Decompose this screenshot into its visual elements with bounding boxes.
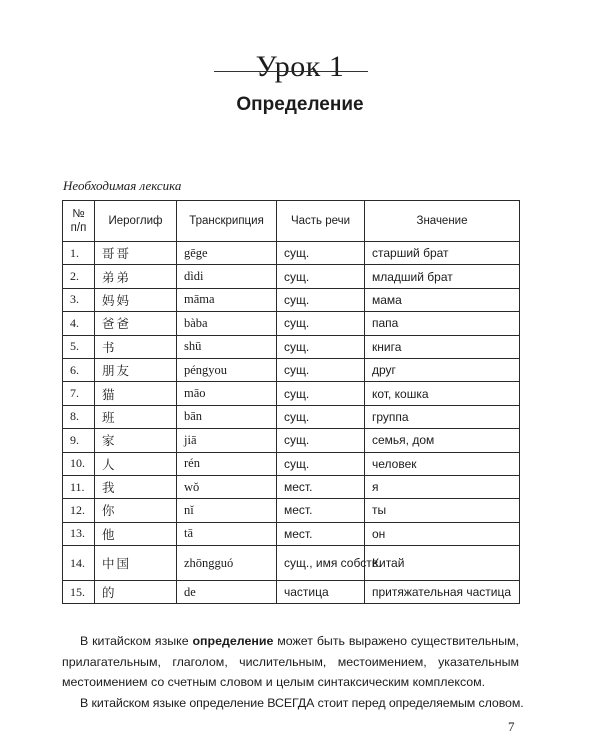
row-part-of-speech: сущ.: [277, 335, 365, 358]
row-pinyin: de: [177, 581, 277, 604]
row-hanzi: 书: [95, 335, 177, 358]
row-hanzi: 人: [95, 452, 177, 475]
header-number: [63, 201, 95, 242]
vocabulary-table: [62, 200, 520, 604]
table-row: [63, 312, 520, 335]
row-pinyin: dìdi: [177, 265, 277, 288]
row-hanzi: 班: [95, 405, 177, 428]
definition-paragraph: [62, 631, 519, 693]
page-number: 7: [508, 719, 515, 734]
table-row: [63, 452, 520, 475]
row-pinyin: nǐ: [177, 499, 277, 522]
row-pinyin: bàba: [177, 312, 277, 335]
row-part-of-speech: сущ.: [277, 358, 365, 381]
header-number-sub: п/п: [70, 222, 87, 234]
table-row: [63, 242, 520, 265]
row-number: 11.: [63, 475, 95, 498]
row-hanzi: 妈妈: [95, 288, 177, 311]
row-part-of-speech: мест.: [277, 522, 365, 545]
row-meaning: человек: [365, 452, 520, 475]
row-part-of-speech: сущ.: [277, 312, 365, 335]
term-definition: определение: [192, 634, 274, 648]
row-hanzi: 哥哥: [95, 242, 177, 265]
row-number: 10.: [63, 452, 95, 475]
table-row: [63, 546, 520, 581]
table-row: [63, 581, 520, 604]
table-row: [63, 522, 520, 545]
row-meaning: младший брат: [365, 265, 520, 288]
row-part-of-speech: сущ.: [277, 242, 365, 265]
row-meaning: старший брат: [365, 242, 520, 265]
row-meaning: Китай: [365, 546, 520, 581]
row-part-of-speech: сущ.: [277, 405, 365, 428]
row-pinyin: gēge: [177, 242, 277, 265]
row-meaning: семья, дом: [365, 429, 520, 452]
row-number: 1.: [63, 242, 95, 265]
row-meaning: он: [365, 522, 520, 545]
row-pinyin: māo: [177, 382, 277, 405]
row-number: 7.: [63, 382, 95, 405]
row-number: 13.: [63, 522, 95, 545]
row-pinyin: māma: [177, 288, 277, 311]
paragraph-text-end: может быть выражено существительным, прилагательным, глаголом, числительным, местоимением, указательным местоимением со счетным словом и целым синтаксическим комплексом.: [62, 634, 519, 689]
header-pinyin: Транскрипция: [177, 201, 277, 242]
rule-paragraph: [62, 693, 524, 714]
row-pinyin: zhōngguó: [177, 546, 277, 581]
row-part-of-speech: сущ., имя собств.: [277, 546, 365, 581]
header-number-symbol: №: [72, 208, 85, 220]
row-pinyin: wǒ: [177, 475, 277, 498]
row-hanzi: 爸爸: [95, 312, 177, 335]
row-meaning: кот, кошка: [365, 382, 520, 405]
row-number: 6.: [63, 358, 95, 381]
table-row: [63, 335, 520, 358]
row-number: 12.: [63, 499, 95, 522]
row-part-of-speech: сущ.: [277, 265, 365, 288]
row-meaning: папа: [365, 312, 520, 335]
table-row: [63, 429, 520, 452]
row-meaning: притяжательная частица: [365, 581, 520, 604]
table-row: [63, 405, 520, 428]
row-pinyin: rén: [177, 452, 277, 475]
row-part-of-speech: мест.: [277, 499, 365, 522]
row-number: 5.: [63, 335, 95, 358]
row-number: 4.: [63, 312, 95, 335]
row-hanzi: 家: [95, 429, 177, 452]
row-number: 3.: [63, 288, 95, 311]
vocabulary-caption: Необходимая лексика: [63, 178, 182, 193]
row-part-of-speech: сущ.: [277, 288, 365, 311]
row-number: 14.: [63, 546, 95, 581]
table-row: [63, 382, 520, 405]
row-number: 2.: [63, 265, 95, 288]
row-pinyin: shū: [177, 335, 277, 358]
paragraph-text-start: В китайском языке: [80, 634, 193, 648]
row-hanzi: 我: [95, 475, 177, 498]
row-part-of-speech: сущ.: [277, 429, 365, 452]
row-hanzi: 他: [95, 522, 177, 545]
row-hanzi: 你: [95, 499, 177, 522]
row-pinyin: tā: [177, 522, 277, 545]
row-number: 15.: [63, 581, 95, 604]
section-title: Определение: [236, 93, 364, 115]
row-meaning: книга: [365, 335, 520, 358]
table-row: [63, 265, 520, 288]
row-hanzi: 中国: [95, 546, 177, 581]
row-pinyin: jiā: [177, 429, 277, 452]
row-meaning: друг: [365, 358, 520, 381]
title-underline: [214, 71, 368, 72]
row-meaning: мама: [365, 288, 520, 311]
row-hanzi: 猫: [95, 382, 177, 405]
row-part-of-speech: мест.: [277, 475, 365, 498]
table-header-row: [63, 201, 520, 242]
rule-text: В китайском языке определение ВСЕГДА стоит перед определяемым словом.: [80, 696, 524, 710]
row-pinyin: péngyou: [177, 358, 277, 381]
row-number: 8.: [63, 405, 95, 428]
row-pinyin: bān: [177, 405, 277, 428]
row-meaning: ты: [365, 499, 520, 522]
row-part-of-speech: сущ.: [277, 382, 365, 405]
table-row: [63, 288, 520, 311]
lesson-title: Урок 1: [255, 50, 345, 84]
row-hanzi: 朋友: [95, 358, 177, 381]
header-meaning: Значение: [365, 201, 520, 242]
header-part-of-speech: Часть речи: [277, 201, 365, 242]
table-row: [63, 358, 520, 381]
row-hanzi: 的: [95, 581, 177, 604]
table-row: [63, 499, 520, 522]
row-part-of-speech: сущ.: [277, 452, 365, 475]
row-part-of-speech: частица: [277, 581, 365, 604]
row-number: 9.: [63, 429, 95, 452]
header-hanzi: Иероглиф: [95, 201, 177, 242]
row-hanzi: 弟弟: [95, 265, 177, 288]
row-meaning: группа: [365, 405, 520, 428]
row-meaning: я: [365, 475, 520, 498]
table-row: [63, 475, 520, 498]
